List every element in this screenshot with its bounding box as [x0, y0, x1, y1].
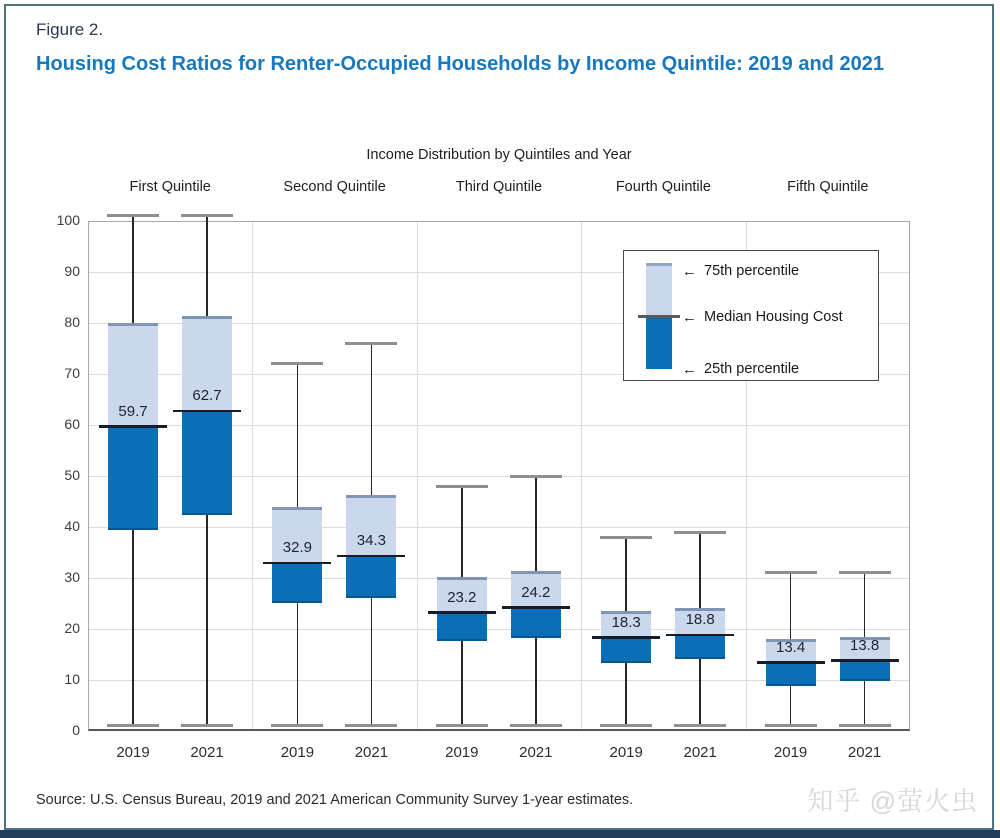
median-value-label: 59.7	[118, 402, 148, 420]
y-axis-label: 30	[64, 569, 80, 585]
median-value-label: 13.8	[849, 636, 880, 654]
x-axis-year-label: 2019	[773, 744, 808, 761]
x-axis-year-label: 2019	[116, 744, 150, 761]
box-lower-quartile	[601, 638, 651, 663]
x-axis-year-label: 2019	[445, 744, 479, 761]
legend-boxplot-glyph	[646, 263, 672, 369]
quintile-header: First Quintile	[129, 179, 211, 195]
whisker-cap-bottom	[107, 724, 159, 727]
legend-label-75th: 75th percentile	[704, 263, 800, 279]
whisker-cap-top	[345, 342, 397, 345]
whisker-cap-bottom	[839, 724, 891, 727]
y-axis-label: 0	[72, 722, 80, 738]
quintile-header: Fourth Quintile	[615, 179, 711, 195]
y-axis-label: 60	[64, 416, 80, 432]
whisker-cap-top	[839, 571, 891, 574]
chart-title: Income Distribution by Quintiles and Year	[366, 147, 632, 163]
y-axis-label: 50	[64, 467, 80, 483]
whisker-cap-top	[271, 362, 323, 365]
legend-item-median	[682, 307, 843, 327]
x-axis-year-label: 2019	[609, 744, 643, 761]
median-line	[337, 555, 405, 558]
quintile-header: Third Quintile	[455, 179, 543, 195]
whisker-cap-bottom	[271, 724, 323, 727]
source-note: Source: U.S. Census Bureau, 2019 and 2021 American Community Survey 1-year estimates.	[36, 792, 634, 808]
legend-item-25th	[682, 359, 799, 379]
x-axis-year-label: 2021	[683, 744, 717, 761]
y-axis-label: 80	[64, 314, 80, 330]
box-lower-quartile	[182, 411, 232, 515]
box-lower-quartile	[766, 663, 816, 686]
median-value-label: 62.7	[192, 387, 222, 405]
box-lower-quartile	[511, 608, 561, 639]
median-line	[173, 410, 241, 413]
median-value-label: 24.2	[521, 583, 551, 601]
arrow-left-icon: ←	[682, 262, 697, 280]
quintile-header: Second Quintile	[283, 179, 386, 195]
box-lower-quartile	[675, 635, 725, 658]
x-axis-year-label: 2021	[519, 744, 553, 761]
median-value-label: 13.4	[775, 638, 806, 656]
whisker-cap-top	[181, 214, 233, 217]
median-line	[592, 636, 660, 639]
median-line	[428, 611, 496, 614]
whisker-cap-top	[600, 536, 652, 539]
median-line	[263, 562, 331, 565]
y-axis-label: 70	[64, 365, 80, 381]
legend-lower-quartile-box	[646, 317, 672, 369]
bottom-accent-bar	[0, 830, 1000, 838]
y-axis-label: 90	[64, 263, 80, 279]
box-lower-quartile	[346, 556, 396, 598]
arrow-left-icon: ←	[682, 360, 697, 378]
legend-label-median: Median Housing Cost	[704, 309, 843, 325]
x-axis-year-label: 2019	[280, 744, 315, 761]
legend	[623, 250, 879, 381]
median-line	[666, 634, 734, 637]
whisker-cap-top	[436, 485, 488, 488]
whisker-cap-bottom	[181, 724, 233, 727]
median-value-label: 34.3	[356, 532, 386, 550]
whisker-cap-bottom	[600, 724, 652, 727]
quintile-header: Fifth Quintile	[787, 179, 869, 195]
legend-median-line	[638, 315, 680, 318]
box-lower-quartile	[437, 613, 487, 642]
whisker-cap-top	[510, 475, 562, 478]
whisker-cap-bottom	[510, 724, 562, 727]
legend-item-75th	[682, 261, 799, 281]
box-lower-quartile	[840, 661, 890, 681]
whisker-cap-top	[107, 214, 159, 217]
whisker-cap-bottom	[345, 724, 397, 727]
box-lower-quartile	[108, 427, 158, 531]
y-axis-label: 100	[56, 212, 80, 228]
median-value-label: 18.3	[611, 613, 641, 631]
legend-label-25th: 25th percentile	[704, 361, 800, 377]
median-value-label: 23.2	[447, 588, 477, 606]
whisker-cap-top	[674, 531, 726, 534]
watermark: 知乎 @萤火虫	[807, 786, 978, 816]
x-axis-year-label: 2021	[190, 744, 224, 761]
whisker-cap-bottom	[765, 724, 817, 727]
figure-label: Figure 2.	[36, 20, 104, 39]
whisker-cap-bottom	[674, 724, 726, 727]
median-line	[757, 661, 825, 664]
y-axis-label: 40	[64, 518, 80, 534]
median-value-label: 32.9	[282, 539, 312, 557]
median-line	[502, 606, 570, 609]
y-axis-label: 20	[64, 620, 80, 636]
median-line	[99, 425, 167, 428]
box-lower-quartile	[272, 563, 322, 603]
whisker-cap-bottom	[436, 724, 488, 727]
legend-upper-quartile-box	[646, 263, 672, 317]
median-line	[831, 659, 899, 662]
figure-title: Housing Cost Ratios for Renter-Occupied Households by Income Quintile: 2019 and 2021	[36, 53, 884, 75]
x-axis-year-label: 2021	[847, 744, 882, 761]
median-value-label: 18.8	[685, 611, 715, 629]
y-axis-label: 10	[64, 671, 80, 687]
whisker-cap-top	[765, 571, 817, 574]
arrow-left-icon: ←	[682, 308, 697, 326]
x-axis-year-label: 2021	[354, 744, 389, 761]
